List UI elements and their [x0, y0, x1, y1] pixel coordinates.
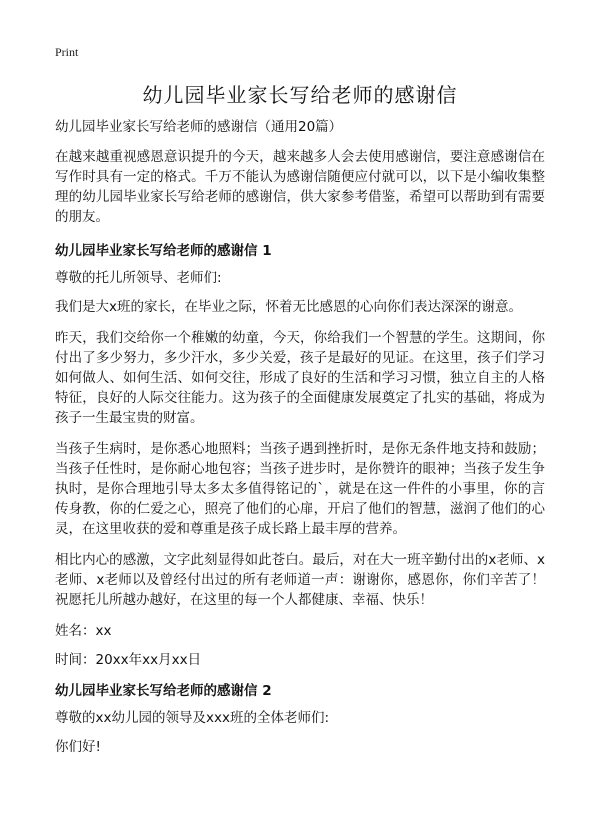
letter-2-greeting: 尊敬的xx幼儿园的领导及xxx班的全体老师们:	[55, 710, 329, 726]
letter-1-heading: 幼儿园毕业家长写给老师的感谢信 1	[55, 243, 272, 259]
letter-2-heading: 幼儿园毕业家长写给老师的感谢信 2	[55, 683, 272, 699]
letter-1-paragraph-4: 相比内心的感激，文字此刻显得如此苍白。最后，对在大一班辛勤付出的x老师、x老师、x老师以及曾经付出过的所有老师道一声：谢谢你，感恩你，你们辛苦了！祝愿托儿所越办越好，在这里的每一个人都健康、幸福、快乐！	[55, 552, 545, 608]
letter-1-paragraph-3: 当孩子生病时，是你悉心地照料；当孩子遇到挫折时，是你无条件地支持和鼓励；当孩子任性时，是你耐心地包容；当孩子进步时，是你赞许的眼神；当孩子发生争执时，是你合理地引导太多太多值得铭记的`，就是在这一件件的小事里，你的言传身教，你的仁爱之心，照亮了他们的心扉，开启了他们的智慧，滋润了他们的心灵，在这里收获的爱和尊重是孩子成长路上最丰厚的营养。	[55, 441, 545, 537]
letter-1-paragraph-2: 昨天，我们交给你一个稚嫩的幼童，今天，你给我们一个智慧的学生。这期间，你付出了多少努力，多少汗水，多少关爱，孩子是最好的见证。在这里，孩子们学习如何做人、如何生活、如何交往，形成了良好的生活和学习习惯，独立自主的人格特征，良好的人际交往能力。这为孩子的全面健康发展奠定了扎实的基础，将成为孩子一生最宝贵的财富。	[55, 330, 545, 426]
letter-1-paragraph-1: 我们是大x班的家长，在毕业之际，怀着无比感恩的心向你们表达深深的谢意。	[55, 299, 522, 315]
letter-1-name-line: 姓名：xx	[55, 623, 112, 639]
document-body	[55, 117, 545, 766]
document-subtitle: 幼儿园毕业家长写给老师的感谢信（通用20篇）	[55, 119, 343, 135]
letter-1-greeting: 尊敬的托儿所领导、老师们:	[55, 270, 222, 286]
print-link[interactable]: Print	[55, 45, 79, 59]
letter-2-opening: 你们好!	[55, 739, 101, 755]
page-title: 幼儿园毕业家长写给老师的感谢信	[142, 83, 458, 107]
intro-paragraph: 在越来越重视感恩意识提升的今天，越来越多人会去使用感谢信，要注意感谢信在写作时具有一定的格式。千万不能认为感谢信随便应付就可以，以下是小编收集整理的幼儿园毕业家长写给老师的感谢信，供大家参考借鉴，希望可以帮助到有需要的朋友。	[55, 149, 545, 225]
letter-1-time-line: 时间：20xx年xx月xx日	[55, 652, 202, 668]
